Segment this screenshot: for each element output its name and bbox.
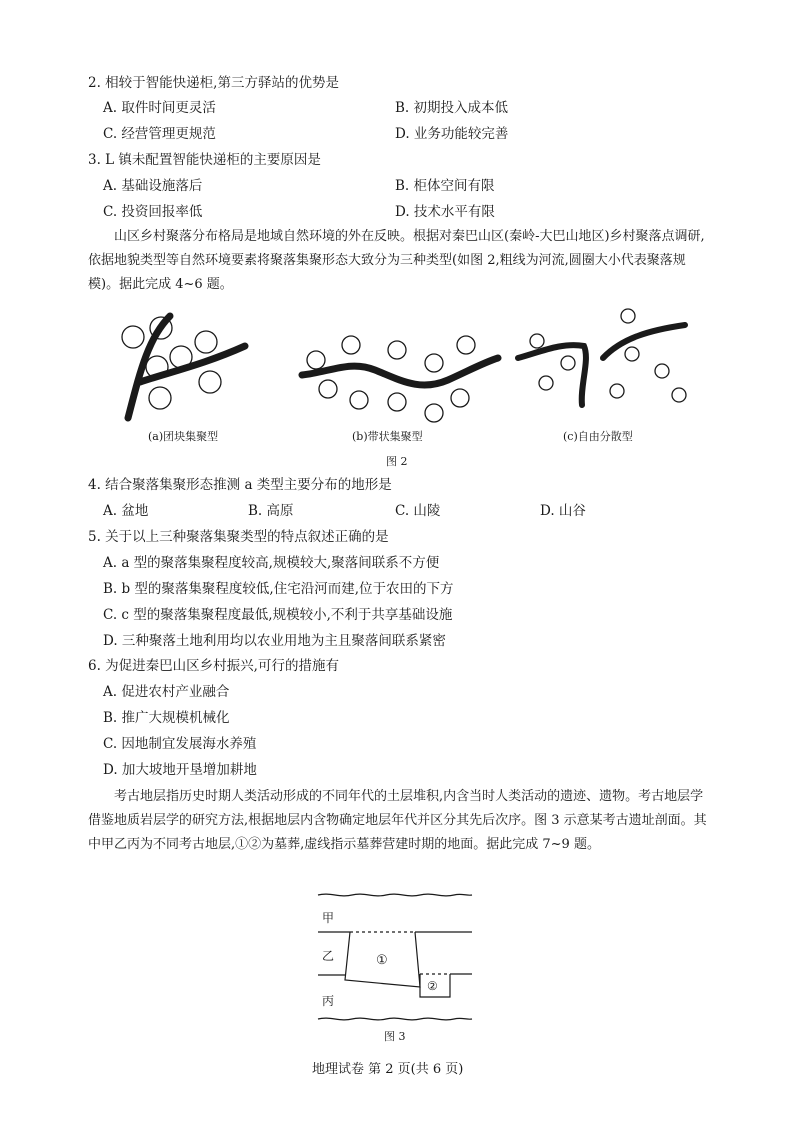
question-2-option-c: C. 经营管理更规范 (103, 126, 216, 142)
question-3-option-a: A. 基础设施落后 (103, 178, 203, 194)
question-6-option-c: C. 因地制宜发展海水养殖 (103, 736, 257, 752)
question-3-option-b: B. 柜体空间有限 (395, 178, 495, 194)
question-2-stem: 2. 相较于智能快递柜,第三方驿站的优势是 (88, 75, 339, 91)
figure-2-caption: 图 2 (386, 455, 408, 468)
question-4-option-d: D. 山谷 (540, 503, 586, 519)
figure-2-label-c: (c)自由分散型 (563, 430, 633, 443)
page-footer: 地理试卷 第 2 页(共 6 页) (312, 1062, 464, 1077)
question-5-option-c: C. c 型的聚落集聚程度最低,规模较小,不利于共享基础设施 (103, 607, 453, 623)
question-2-option-b: B. 初期投入成本低 (395, 100, 509, 116)
question-5-option-b: B. b 型的聚落集聚程度较低,住宅沿河而建,位于农田的下方 (103, 581, 454, 597)
figure-2-label-b: (b)带状集聚型 (352, 430, 423, 443)
layer-jia-label: 甲 (322, 911, 335, 925)
figure-3-caption: 图 3 (384, 1030, 406, 1043)
layer-yi-label: 乙 (322, 949, 335, 963)
question-2-option-d: D. 业务功能较完善 (395, 126, 509, 142)
question-4-option-b: B. 高原 (248, 503, 294, 519)
question-3-option-d: D. 技术水平有限 (395, 204, 495, 220)
surface-line (318, 894, 472, 896)
question-6-option-d: D. 加大坡地开垦增加耕地 (103, 762, 257, 778)
question-2-option-a: A. 取件时间更灵活 (103, 100, 216, 116)
passage-archaeology: 考古地层指历史时期人类活动形成的不同年代的土层堆积,内含当时人类活动的遗迹、遗物。考古地层学借鉴地质岩层学的研究方法,根据地层内含物确定地层年代并区分其先后次序。图 3 示意某考古遗址剖面。其中甲乙丙为不同考古地层,①②为墓葬,虚线指示墓葬营建时期的地面。据此完成 7~9 题。 (88, 789, 707, 852)
question-5-option-d: D. 三种聚落土地利用均以农业用地为主且聚落间联系紧密 (103, 633, 446, 649)
tomb-2-label: ② (427, 979, 438, 993)
tomb-1-label: ① (376, 953, 388, 968)
question-3-stem: 3. L 镇未配置智能快递柜的主要原因是 (88, 152, 321, 168)
question-6-option-a: A. 促进农村产业融合 (103, 684, 230, 700)
question-3-option-c: C. 投资回报率低 (103, 204, 203, 220)
passage-settlements: 山区乡村聚落分布格局是地域自然环境的外在反映。根据对秦巴山区(秦岭-大巴山地区)乡村聚落点调研,依据地貌类型等自然环境要素将聚落集聚形态大致分为三种类型(如图 2,粗线为河流,圆圈大小代表聚落规模)。据此完成 4~6 题。 (88, 229, 705, 292)
question-6-stem: 6. 为促进秦巴山区乡村振兴,可行的措施有 (88, 658, 339, 674)
question-6-option-b: B. 推广大规模机械化 (103, 710, 230, 726)
layer-bing-label: 丙 (322, 994, 335, 1008)
figure-2-label-a: (a)团块集聚型 (148, 430, 219, 443)
bottom-line (318, 1018, 472, 1020)
question-5-option-a: A. a 型的聚落集聚程度较高,规模较大,聚落间联系不方便 (103, 555, 440, 571)
question-4-option-c: C. 山陵 (395, 503, 441, 519)
question-5-stem: 5. 关于以上三种聚落集聚类型的特点叙述正确的是 (88, 529, 389, 545)
question-4-stem: 4. 结合聚落集聚形态推测 a 类型主要分布的地形是 (88, 477, 392, 493)
question-4-option-a: A. 盆地 (103, 503, 149, 519)
